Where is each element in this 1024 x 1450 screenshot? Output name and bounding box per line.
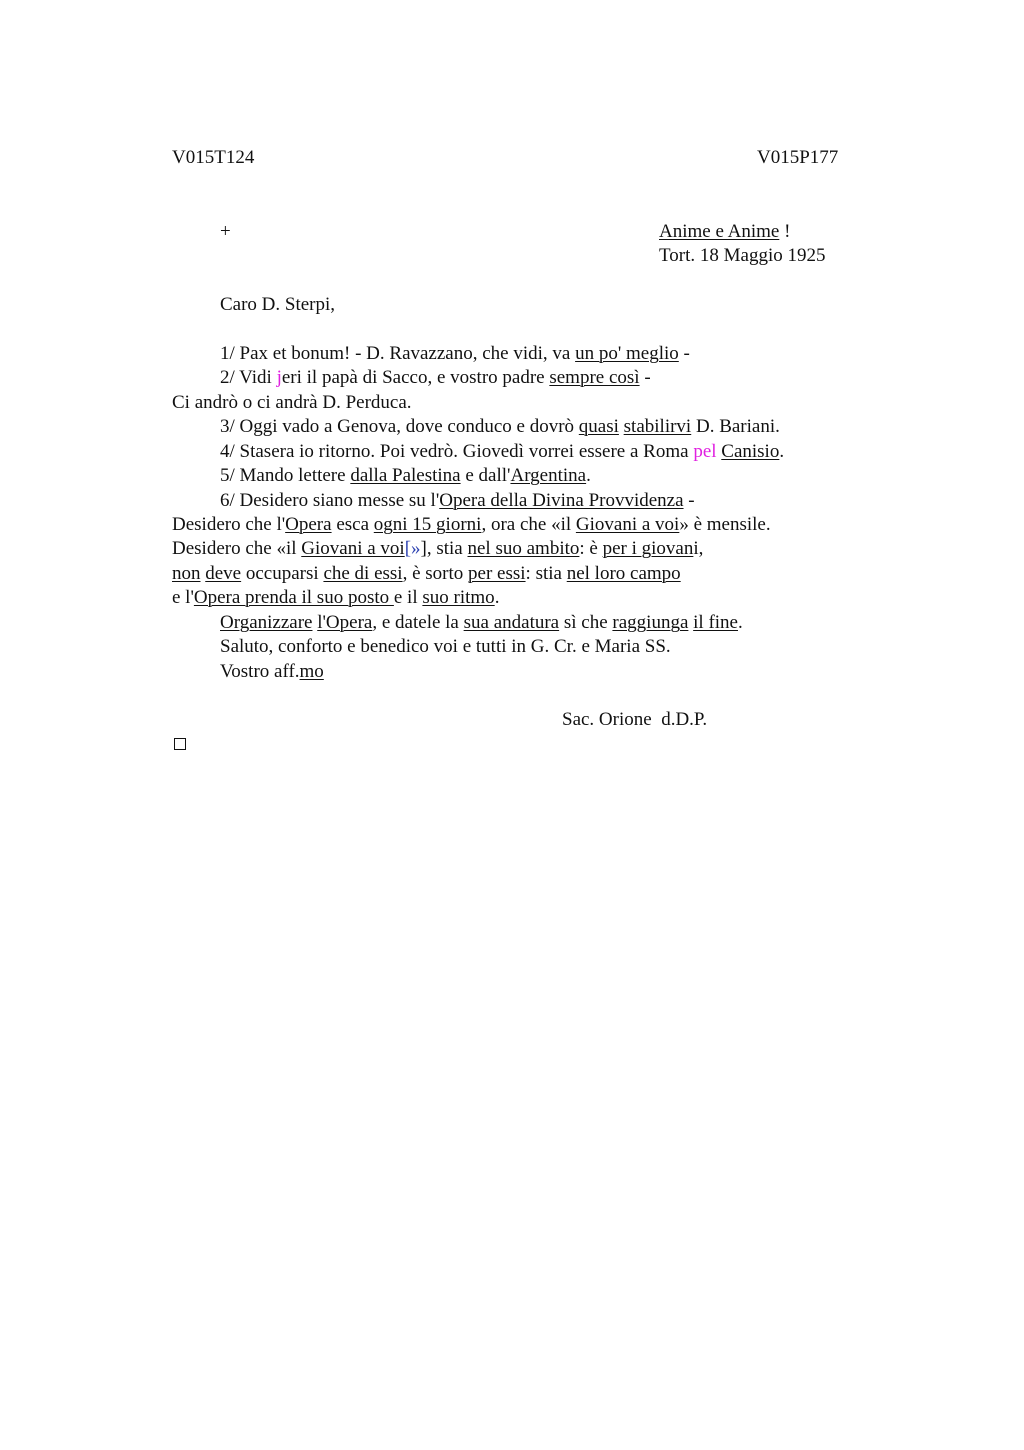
underlined-run: Giovani a voi (575, 514, 680, 535)
editorial-bracket: [ (404, 538, 412, 559)
text-run: : è (579, 538, 603, 559)
text-run: 3/ Oggi vado a Genova, dove conduco e dovrò (220, 416, 579, 437)
motto (659, 220, 790, 244)
underlined-run: per i giovan (602, 538, 694, 559)
document-code-left: V015T124 (172, 147, 255, 168)
underlined-run: mo (299, 661, 324, 682)
text-run: D. Bariani. (691, 416, 780, 437)
letter-line-8 (172, 513, 771, 537)
letter-line-12 (220, 611, 743, 635)
text-run: 5/ Mando lettere (220, 465, 351, 486)
underlined-run: non (172, 563, 201, 584)
underlined-run: sua andatura (463, 612, 560, 633)
underlined-run: dalla Palestina (350, 465, 461, 486)
letter-line-2 (220, 366, 651, 390)
closing-line (220, 660, 324, 684)
text-run: , ora che «il (481, 514, 576, 535)
text-run: ], stia (420, 538, 468, 559)
square-outline-icon (174, 738, 186, 750)
motto-punctuation: ! (779, 221, 791, 242)
text-run: . (738, 612, 743, 633)
text-run: , è sorto (402, 563, 469, 584)
text-run: 1/ Pax et bonum! - D. Ravazzano, che vidi, va (220, 343, 576, 364)
letter-line-7 (220, 489, 695, 513)
underlined-run: Argentina (510, 465, 587, 486)
text-run: - (678, 343, 690, 364)
letter-line-3: Ci andrò o ci andrà D. Perduca. (172, 392, 412, 413)
underlined-run: per essi (468, 563, 526, 584)
underlined-run: Giovani a voi (301, 538, 405, 559)
underlined-run: Opera prenda il suo posto (193, 587, 394, 608)
cross-symbol: + (220, 221, 231, 242)
underlined-run: stabilirvi (623, 416, 692, 437)
text-run: Desidero che l' (172, 514, 286, 535)
underlined-run: raggiunga (612, 612, 689, 633)
text-run: e dall' (460, 465, 511, 486)
underlined-run: Opera della Divina Provvidenza (439, 490, 684, 511)
place-date: Tort. 18 Maggio 1925 (659, 245, 826, 266)
underlined-run: Opera (285, 514, 332, 535)
underlined-run: nel loro campo (566, 563, 681, 584)
underlined-run: ogni 15 giorni (373, 514, 482, 535)
underlined-run: suo ritmo (422, 587, 495, 608)
motto-text: Anime e Anime (659, 221, 780, 242)
text-run: . (494, 587, 500, 608)
document-code-right: V015P177 (757, 147, 839, 168)
text-run: eri il papà di Sacco, e vostro padre (281, 367, 550, 388)
letter-line-6 (220, 464, 591, 488)
text-run: - (639, 367, 651, 388)
highlighted-letter: j (276, 367, 282, 388)
text-run: : stia (525, 563, 567, 584)
letter-line-10 (172, 562, 681, 586)
salutation: Caro D. Sterpi, (220, 294, 336, 315)
text-run: i, (693, 538, 704, 559)
underlined-run: il fine (693, 612, 738, 633)
text-run: Desidero che «il (172, 538, 302, 559)
text-run: occuparsi (241, 563, 324, 584)
underlined-run: che di essi (323, 563, 403, 584)
text-run: » è mensile. (679, 514, 771, 535)
editorial-insertion: » (411, 538, 421, 559)
highlighted-word: pel (693, 441, 717, 462)
signature: Sac. Orione d.D.P. (562, 709, 708, 730)
text-run: e il (393, 587, 423, 608)
text-run: e l' (172, 587, 194, 608)
text-run: esca (331, 514, 374, 535)
text-run: - (683, 490, 695, 511)
underlined-run: Organizzare (220, 612, 313, 633)
underlined-run: l'Opera (317, 612, 373, 633)
underlined-run: nel suo ambito (467, 538, 580, 559)
text-run: . (586, 465, 591, 486)
text-run: 2/ Vidi (220, 367, 277, 388)
letter-line-9 (172, 537, 703, 561)
underlined-run: quasi (578, 416, 619, 437)
underlined-run: sempre così (549, 367, 640, 388)
text-run: sì che (559, 612, 613, 633)
underlined-run: un po' meglio (575, 343, 679, 364)
letter-line-4 (220, 415, 780, 439)
text-run: , e datele la (372, 612, 464, 633)
underlined-run: deve (205, 563, 242, 584)
letter-line-11 (172, 586, 499, 610)
text-run: . (779, 441, 785, 462)
letter-line-5 (220, 440, 784, 464)
letter-line-13: Saluto, conforto e benedico voi e tutti in G. Cr. e Maria SS. (220, 636, 671, 657)
text-run: Vostro aff. (220, 661, 300, 682)
text-run: 6/ Desidero siano messe su l' (220, 490, 440, 511)
text-run: 4/ Stasera io ritorno. Poi vedrò. Giovedì vorrei essere a Roma (220, 441, 694, 462)
underlined-run: Canisio (721, 441, 780, 462)
letter-line-1 (220, 342, 690, 366)
